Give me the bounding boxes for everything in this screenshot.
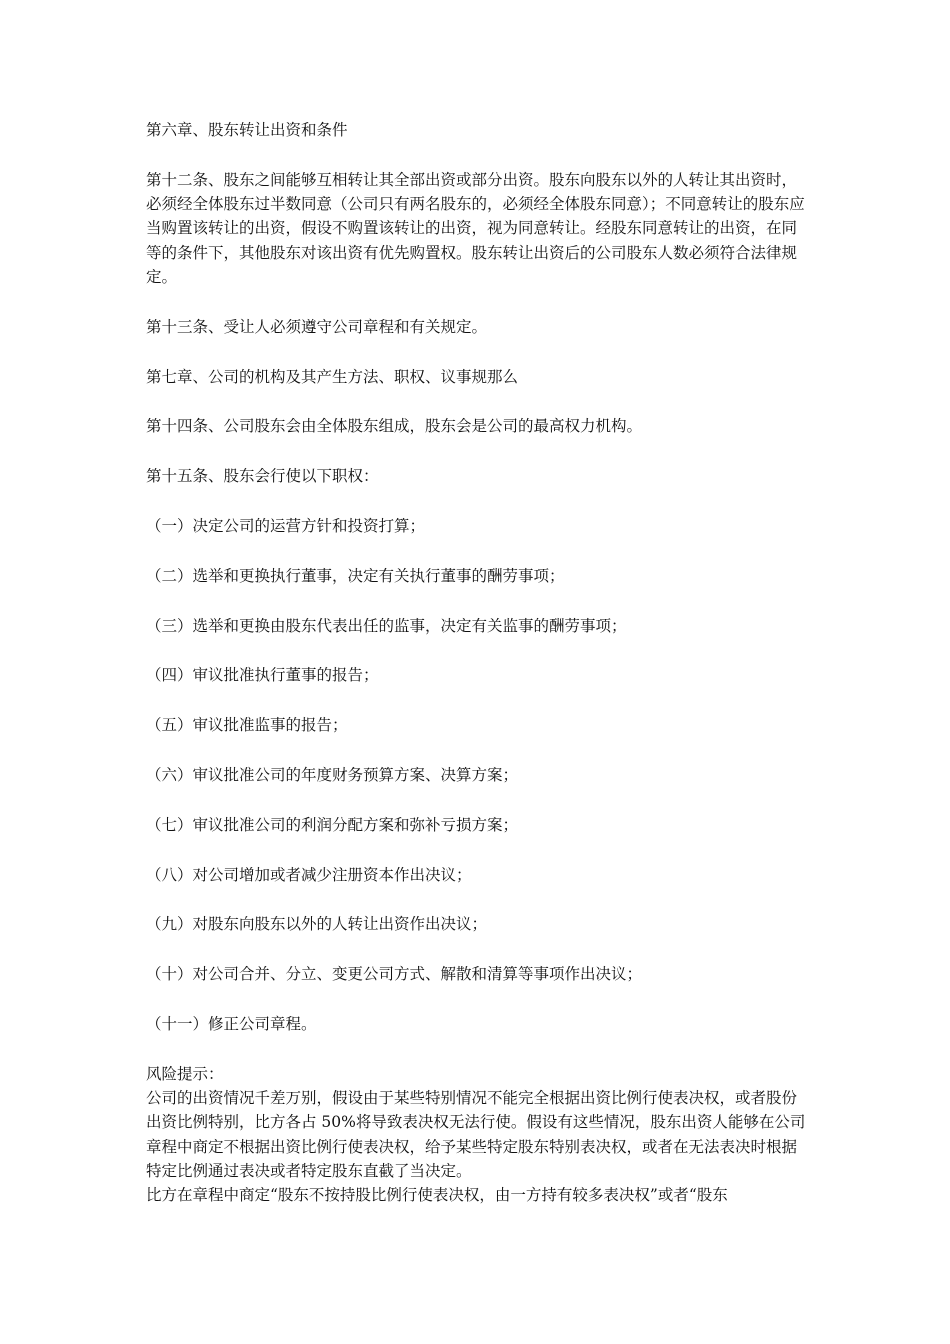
risk-notice-paragraph-2: 比方在章程中商定“股东不按持股比例行使表决权，由一方持有较多表决权”或者“股东 [146,1186,728,1205]
power-item-6: （六）审议批准公司的年度财务预算方案、决算方案； [146,765,519,784]
risk-notice-title: 风险提示： [146,1064,224,1083]
power-item-11: （十一）修正公司章程。 [146,1014,317,1033]
power-item-10: （十）对公司合并、分立、变更公司方式、解散和清算等事项作出决议； [146,965,643,984]
power-item-8: （八）对公司增加或者减少注册资本作出决议； [146,865,472,884]
power-item-5: （五）审议批准监事的报告； [146,716,348,735]
power-item-7: （七）审议批准公司的利润分配方案和弥补亏损方案； [146,815,519,834]
article-12: 第十二条、股东之间能够互相转让其全部出资或部分出资。股东向股东以外的人转让其出资时，必须经全体股东过半数同意（公司只有两名股东的，必须经全体股东同意）；不同意转让的股东应当购置该转让的出资，假设不购置该转让的出资，视为同意转让。经股东同意转让的出资，在同等的条件下，其他股东对该出资有优先购置权。股东转让出资后的公司股东人数必须符合法律规定。 [146,170,805,286]
article-15: 第十五条、股东会行使以下职权： [146,467,379,486]
power-item-1: （一）决定公司的运营方针和投资打算； [146,516,426,535]
power-item-2: （二）选举和更换执行董事，决定有关执行董事的酬劳事项； [146,566,565,585]
risk-notice-paragraph-1: 公司的出资情况千差万别，假设由于某些特别情况不能完全根据出资比例行使表决权，或者股份出资比例特别，比方各占 50%将导致表决权无法行使。假设有这些情况，股东出资人能够在公司章程中商定不根据出资比例行使表决权，给予某些特定股东特别表决权，或者在无法表决时根据特定比例通过表决或者特定股东直截了当决定。 [146,1089,806,1180]
power-item-9: （九）对股东向股东以外的人转让出资作出决议； [146,915,488,934]
chapter-7-heading: 第七章、公司的机构及其产生方法、职权、议事规那么 [146,367,519,386]
article-13: 第十三条、受让人必须遵守公司章程和有关规定。 [146,317,488,336]
power-item-4: （四）审议批准执行董事的报告； [146,666,379,685]
document-body [146,118,808,1208]
article-14: 第十四条、公司股东会由全体股东组成，股东会是公司的最高权力机构。 [146,417,643,436]
chapter-6-heading: 第六章、股东转让出资和条件 [146,121,348,139]
power-item-3: （三）选举和更换由股东代表出任的监事，决定有关监事的酬劳事项； [146,616,627,635]
